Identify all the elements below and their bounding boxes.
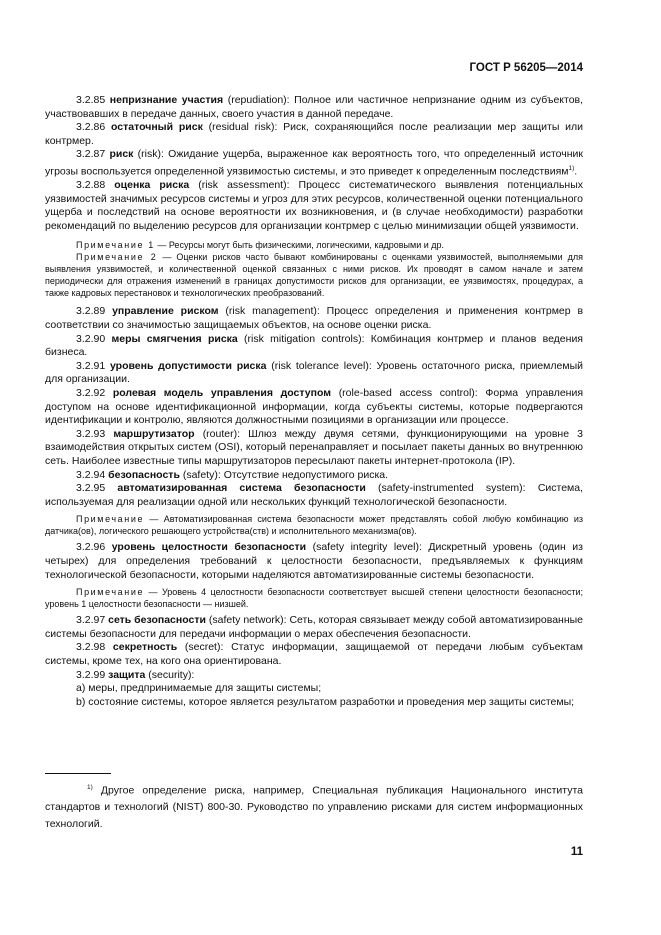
entry-3-2-99: 3.2.99 защита (security): bbox=[76, 668, 195, 681]
entry-3-2-87: 3.2.87 риск (risk): Ожидание ущерба, выраженное как вероятность того, что определенный источник угрозы воспользуется определенной уязвимостью системы, и это приведет к определенным последствиям$^{1)}$. bbox=[45, 148, 584, 178]
list-item-a: а) меры, предпринимаемые для защиты системы; bbox=[76, 682, 322, 695]
entry-3-2-94: 3.2.94 безопасность (safety): Отсутствие недопустимого риска. bbox=[76, 468, 389, 481]
document-body bbox=[45, 94, 583, 709]
list-item-b: b) состояние системы, которое является результатом разработки и проведения мер защиты системы; bbox=[76, 695, 575, 708]
entry-3-2-97: 3.2.97 сеть безопасности (safety network): Сеть, которая связывает между собой автоматизированные системы безопасности для передачи информации о мерах обеспечения безопасности. bbox=[45, 614, 584, 640]
document-header: ГОСТ Р 56205—2014 bbox=[469, 62, 583, 74]
entry-3-2-96: 3.2.96 уровень целостности безопасности (safety integrity level): Дискретный уровень (один из четырех) для определения требований к целостности безопасности, предъявляемых к функциям технологической безопасности, которыми наделяются автоматизированные системы безопасности. bbox=[45, 541, 583, 581]
entry-3-2-95: 3.2.95 автоматизированная система безопасности (safety-instrumented system): Система, используемая для реализации одной или нескольких функций технологической безопасности. bbox=[45, 482, 584, 508]
footnote-ref: 1) bbox=[568, 164, 575, 172]
entry-3-2-86: 3.2.86 остаточный риск (residual risk): Риск, сохраняющийся после реализации мер защиты или контрмер. bbox=[45, 121, 584, 147]
footnote-mark: 1) bbox=[87, 784, 93, 791]
entry-3-2-92: 3.2.92 ролевая модель управления доступом (role-based access control): Форма управления доступом на основе идентификационной информации, когда субъекты системы, которые подвергаются идентификации и контролю, являются должностными позициями в организации или процессе. bbox=[45, 387, 584, 427]
page-number: 11 bbox=[570, 846, 583, 858]
entry-3-2-93: 3.2.93 маршрутизатор (router): Шлюз между двумя сетями, функционирующими на уровне 3 взаимодействия открытых систем (OSI), который перенаправляет и посылает пакеты данных во внутреннюю сеть. Наиболее известные типы маршрутизаторов пересылают пакеты интернет-протокола (IP). bbox=[45, 427, 584, 467]
footnote-separator bbox=[45, 773, 111, 774]
entry-3-2-98: 3.2.98 секретность (secret): Статус информации, защищаемой от передачи любым субъектам системы, кроме тех, на кого она ориентирована. bbox=[45, 641, 583, 667]
note-1: Примечание 1 — Ресурсы могут быть физическими, логическими, кадровыми и др. bbox=[76, 240, 445, 251]
entry-3-2-88: 3.2.88 оценка риска (risk assessment): Процесс систематического выявления потенциальных уязвимостей значимых ресурсов системы и угроз для этих ресурсов, количественной оценки потенциального ущерба и последствий на основе вероятности их возникновения, и (в случае необходимости) разработки рекомендаций по выделению ресурсов для организации контрмер с целью минимизации общей уязвимости. bbox=[45, 179, 584, 232]
footnote: $^{1)}$ Другое определение риска, например, Специальная публикация Национального института стандартов и технологий (NIST) 800-30. Руководство по управлению рисками для систем информационных технологий. bbox=[45, 784, 583, 830]
note-3: Примечание — Автоматизированная система безопасности может представлять собой любую комбинацию из датчика(ов), логического решающего устройства(ств) и исполнительного механизма(ов). bbox=[45, 514, 583, 537]
entry-3-2-91: 3.2.91 уровень допустимости риска (risk tolerance level): Уровень остаточного риска, приемлемый для организации. bbox=[45, 359, 583, 386]
entry-3-2-90: 3.2.90 меры смягчения риска (risk mitigation controls): Комбинация контрмер и планов ведения бизнеса. bbox=[45, 332, 583, 359]
entry-3-2-85: 3.2.85 непризнание участия (repudiation): Полное или частичное непризнание одним из субъектов, участвовавших в передаче данных, своего участия в данной передаче. bbox=[45, 94, 584, 120]
note-4: Примечание — Уровень 4 целостности безопасности соответствует высшей степени целостности безопасности; уровень 1 целостности безопасности — низшей. bbox=[45, 587, 583, 610]
note-2: Примечание 2 — Оценки рисков часто бывают комбинированы с оценками уязвимостей, выполняемыми для выявления уязвимостей, и количественной оценкой связанных с ними рисков. Их проводят в самом начале и затем периодически для отражения изменений в границах допустимости рисков для организации, ее уязвимостях, процедурах, а также кадровых перестановок и технологических преобразований. bbox=[45, 252, 583, 299]
entry-3-2-89: 3.2.89 управление риском (risk management): Процесс определения и применения контрмер в соответствии со значимостью защищаемых объектов, на основе оценки риска. bbox=[45, 305, 584, 332]
